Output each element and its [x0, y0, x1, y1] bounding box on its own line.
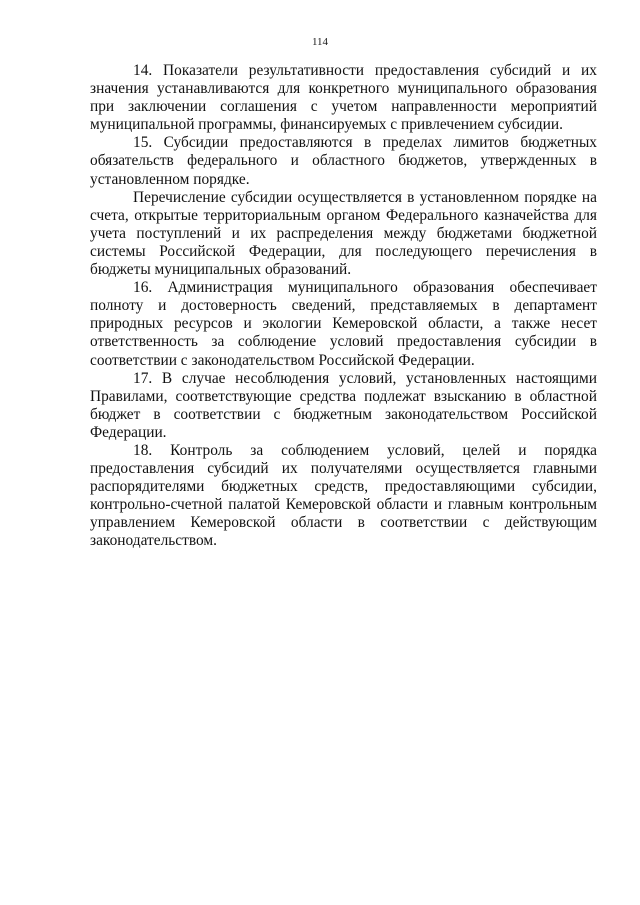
- page-number: 114: [311, 36, 329, 48]
- paragraph-14: 14. Показатели результативности предоставления субсидий и их значения устанавливаются для конкретного муниципального образования при заключении соглашения с учетом направленности мероприятий муниципальной программы, финансируемых с привлечением субсидии.: [90, 62, 597, 134]
- paragraph-18: 18. Контроль за соблюдением условий, целей и порядка предоставления субсидий их получателями осуществляется главными распорядителями бюджетных средств, предоставляющими субсидии, контрольно-счетной палатой Кемеровской области и главным контрольным управлением Кемеровской области в соответствии с действующим законодательством.: [90, 441, 597, 550]
- document-body: [90, 62, 597, 551]
- paragraph-17: 17. В случае несоблюдения условий, установленных настоящими Правилами, соответствующие средства подлежат взысканию в областной бюджет в соответствии с бюджетным законодательством Российской Федерации.: [90, 369, 597, 441]
- paragraph-16: 16. Администрация муниципального образования обеспечивает полноту и достоверность сведений, представляемых в департамент природных ресурсов и экологии Кемеровской области, а также несет ответственность за соблюдение условий предоставления субсидии в соответствии с законодательством Российской Федерации.: [90, 279, 597, 369]
- paragraph-transfer: Перечисление субсидии осуществляется в установленном порядке на счета, открытые территориальным органом Федерального казначейства для учета поступлений и их распределения между бюджетами бюджетной системы Российской Федерации, для последующего перечисления в бюджеты муниципальных образований.: [90, 188, 597, 279]
- paragraph-15: 15. Субсидии предоставляются в пределах лимитов бюджетных обязательств федерального и областного бюджетов, утвержденных в установленном порядке.: [90, 134, 597, 188]
